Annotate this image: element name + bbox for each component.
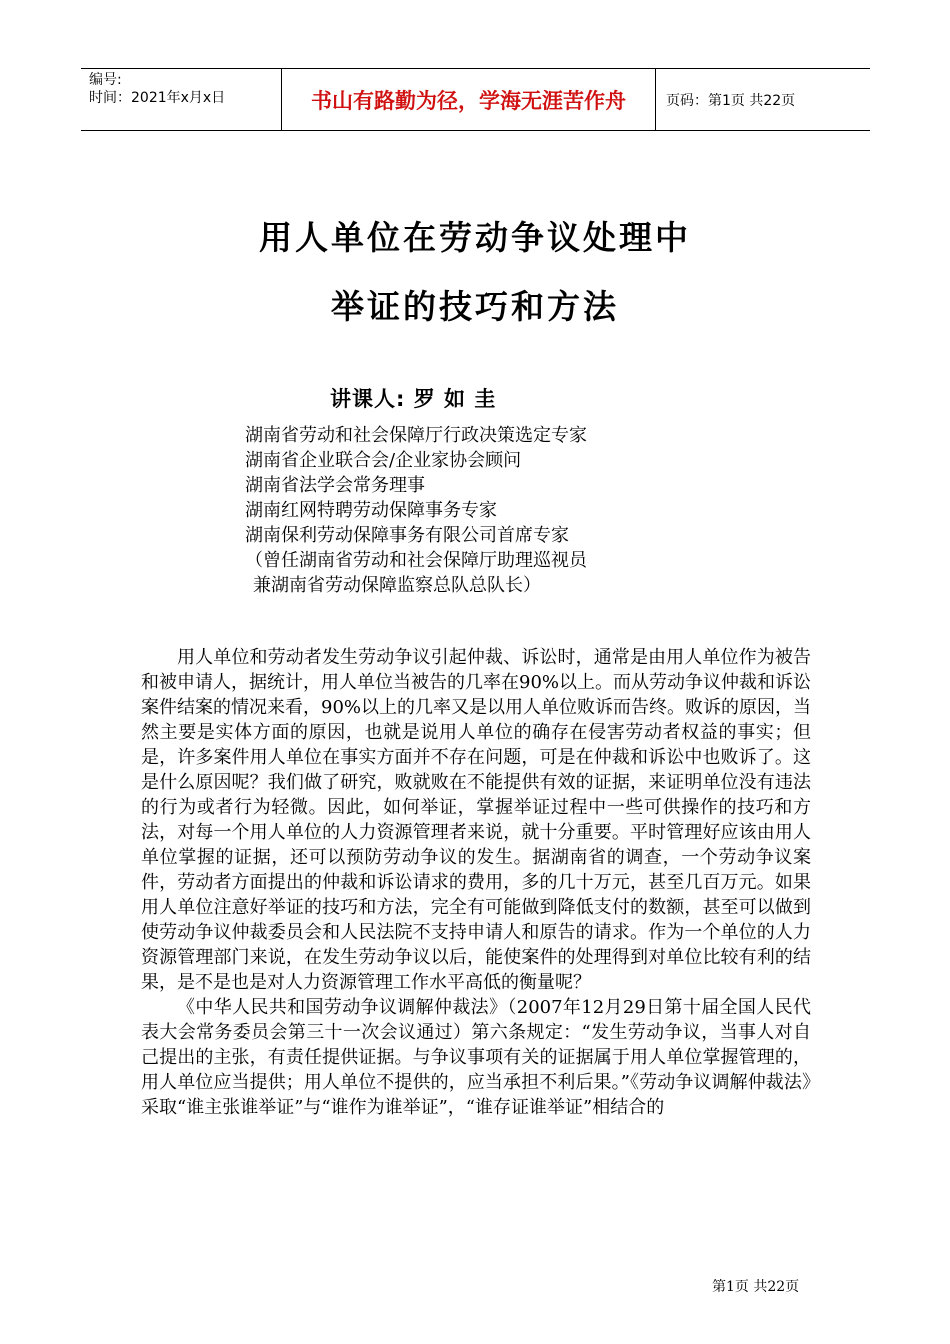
credential-item: 湖南红网特聘劳动保障事务专家: [245, 500, 497, 521]
header-page-info: 页码：第1页 共22页: [666, 92, 796, 109]
credential-item: 湖南保利劳动保障事务有限公司首席专家: [245, 525, 569, 546]
credential-item: 湖南省法学会常务理事: [245, 475, 425, 496]
header-meta: [81, 69, 281, 130]
credential-item: （曾任湖南省劳动和社会保障厅助理巡视员: [245, 550, 587, 571]
time-label: 时间：2021年x月x日: [89, 90, 226, 106]
title-line-2: 举证的技巧和方法: [331, 287, 619, 326]
title-line-1: 用人单位在劳动争议处理中: [259, 218, 691, 257]
lecturer: 讲课人: 罗 如 圭: [330, 387, 497, 411]
credential-item: 湖南省企业联合会/企业家协会顾问: [245, 450, 522, 471]
paragraph: 用人单位和劳动者发生劳动争议引起仲裁、诉讼时，通常是由用人单位作为被告和被申请人，据统计，用人单位当被告的几率在90%以上。而从劳动争议仲裁和诉讼案件结案的情况来看，90%以上的几率又是以用人单位败诉而告终。败诉的原因，当然主要是实体方面的原因，也就是说用人单位的确存在侵害劳动者权益的事实；但是，许多案件用人单位在事实方面并不存在问题，可是在仲裁和诉讼中也败诉了。这是什么原因呢？我们做了研究，败就败在不能提供有效的证据，来证明单位没有违法的行为或者行为轻微。因此，如何举证，掌握举证过程中一些可供操作的技巧和方法，对每一个用人单位的人力资源管理者来说，就十分重要。平时管理好应该由用人单位掌握的证据，还可以预防劳动争议的发生。据湖南省的调查，一个劳动争议案件，劳动者方面提出的仲裁和诉讼请求的费用，多的几十万元，甚至几百万元。如果用人单位注意好举证的技巧和方法，完全有可能做到降低支付的数额，甚至可以做到使劳动争议仲裁委员会和人民法院不支持申请人和原告的请求。作为一个单位的人力资源管理部门来说，在发生劳动争议以后，能使案件的处理得到对单位比较有利的结果，是不是也是对人力资源管理工作水平高低的衡量呢？: [141, 647, 812, 993]
paragraph: 《中华人民共和国劳动争议调解仲裁法》（2007年12月29日第十届全国人民代表大会常务委员会第三十一次会议通过）第六条规定：“发生劳动争议，当事人对自己提出的主张，有责任提供证据。与争议事项有关的证据属于用人单位掌握管理的，用人单位应当提供；用人单位不提供的，应当承担不利后果。”《劳动争议调解仲裁法》采取“谁主张谁举证”与“谁作为谁举证”，“谁存证谁举证”相结合的: [141, 997, 811, 1118]
body-text: [141, 645, 811, 1120]
number-label: 编号:: [89, 72, 122, 88]
page-header: [81, 68, 870, 131]
credential-item: 兼湖南省劳动保障监察总队总队长）: [253, 575, 541, 596]
page-footer: 第1页 共22页: [712, 1279, 800, 1295]
header-motto: 书山有路勤为径，学海无涯苦作舟: [281, 69, 656, 130]
credentials-list: [245, 423, 587, 598]
credential-item: 湖南省劳动和社会保障厅行政决策选定专家: [245, 425, 587, 446]
